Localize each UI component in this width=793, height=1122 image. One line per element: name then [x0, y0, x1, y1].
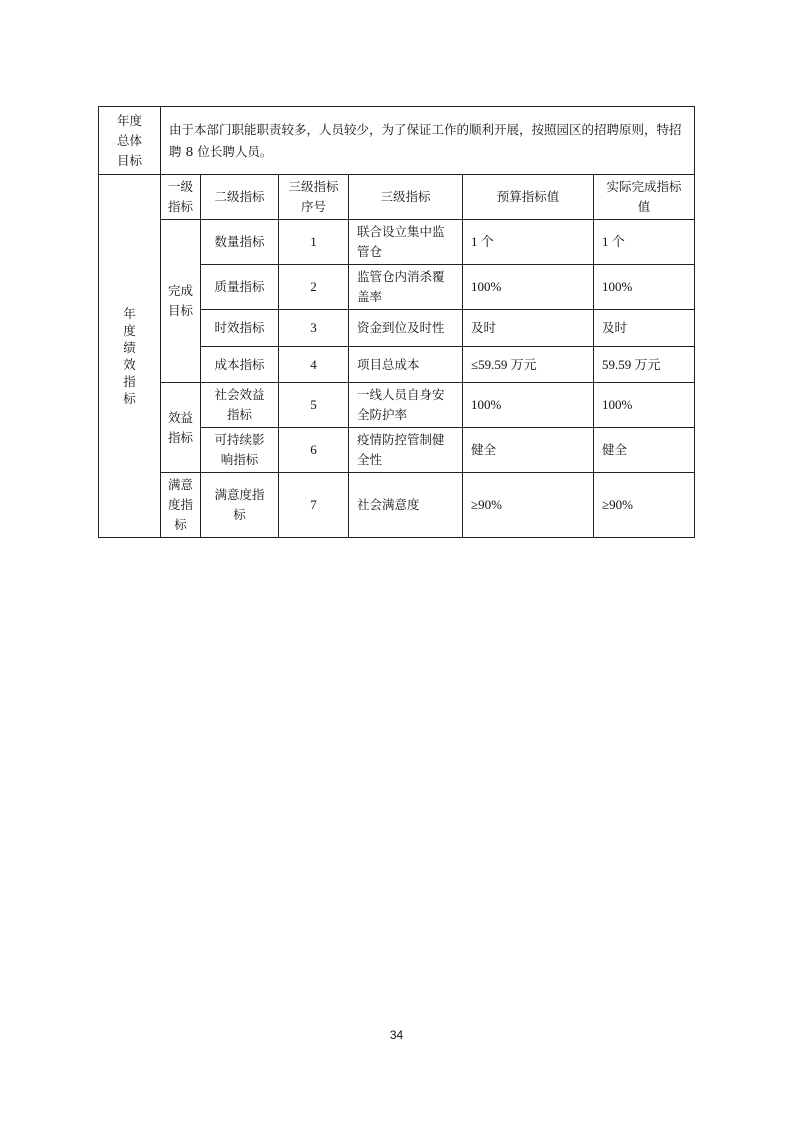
cell-seq: 5 — [279, 383, 349, 428]
cell-budget: 100% — [463, 383, 594, 428]
header-level3: 三级指标 — [349, 175, 463, 220]
header-level2: 二级指标 — [201, 175, 279, 220]
cell-budget: 1 个 — [463, 220, 594, 265]
cell-seq: 7 — [279, 473, 349, 538]
header-seq: 三级指标 序号 — [279, 175, 349, 220]
cell-level3: 一线人员自身安 全防护率 — [349, 383, 463, 428]
header-row — [99, 175, 695, 220]
cell-actual: 1 个 — [594, 220, 695, 265]
cell-budget: 100% — [463, 265, 594, 310]
cell-level2: 数量指标 — [201, 220, 279, 265]
cell-budget: ≤59.59 万元 — [463, 347, 594, 383]
cell-level2: 质量指标 — [201, 265, 279, 310]
cell-level2: 时效指标 — [201, 310, 279, 347]
cell-level3: 资金到位及时性 — [349, 310, 463, 347]
cell-level3: 社会满意度 — [349, 473, 463, 538]
cell-actual: 100% — [594, 265, 695, 310]
cell-seq: 2 — [279, 265, 349, 310]
cell-budget: ≥90% — [463, 473, 594, 538]
cell-level2: 满意度指 标 — [201, 473, 279, 538]
annual-goal-label: 年度 总体 目标 — [99, 107, 161, 175]
table-row — [99, 220, 695, 265]
annual-goal-row — [99, 107, 695, 175]
header-level1: 一级 指标 — [161, 175, 201, 220]
group-benefit: 效益 指标 — [161, 383, 201, 473]
cell-actual: 59.59 万元 — [594, 347, 695, 383]
cell-level3: 联合设立集中监 管仓 — [349, 220, 463, 265]
cell-level3: 监管仓内消杀覆 盖率 — [349, 265, 463, 310]
cell-seq: 4 — [279, 347, 349, 383]
cell-level2: 可持续影 响指标 — [201, 428, 279, 473]
cell-level2: 社会效益 指标 — [201, 383, 279, 428]
cell-budget: 及时 — [463, 310, 594, 347]
cell-actual: 及时 — [594, 310, 695, 347]
cell-actual: ≥90% — [594, 473, 695, 538]
header-budget: 预算指标值 — [463, 175, 594, 220]
cell-actual: 100% — [594, 383, 695, 428]
cell-actual: 健全 — [594, 428, 695, 473]
group-satisfaction: 满意 度指 标 — [161, 473, 201, 538]
group-completion: 完成 目标 — [161, 220, 201, 383]
header-actual: 实际完成指标 值 — [594, 175, 695, 220]
performance-table — [98, 106, 695, 538]
cell-level3: 项目总成本 — [349, 347, 463, 383]
page-number: 34 — [389, 1028, 404, 1042]
cell-level3: 疫情防控管制健 全性 — [349, 428, 463, 473]
cell-seq: 3 — [279, 310, 349, 347]
cell-budget: 健全 — [463, 428, 594, 473]
table-row — [99, 473, 695, 538]
table-row — [99, 383, 695, 428]
annual-goal-text: 由于本部门职能职责较多，人员较少，为了保证工作的顺利开展，按照园区的招聘原则，特招聘 8 位长聘人员。 — [161, 107, 695, 175]
cell-level2: 成本指标 — [201, 347, 279, 383]
annual-performance-label: 年 度 绩 效 指 标 — [99, 175, 161, 538]
cell-seq: 1 — [279, 220, 349, 265]
cell-seq: 6 — [279, 428, 349, 473]
